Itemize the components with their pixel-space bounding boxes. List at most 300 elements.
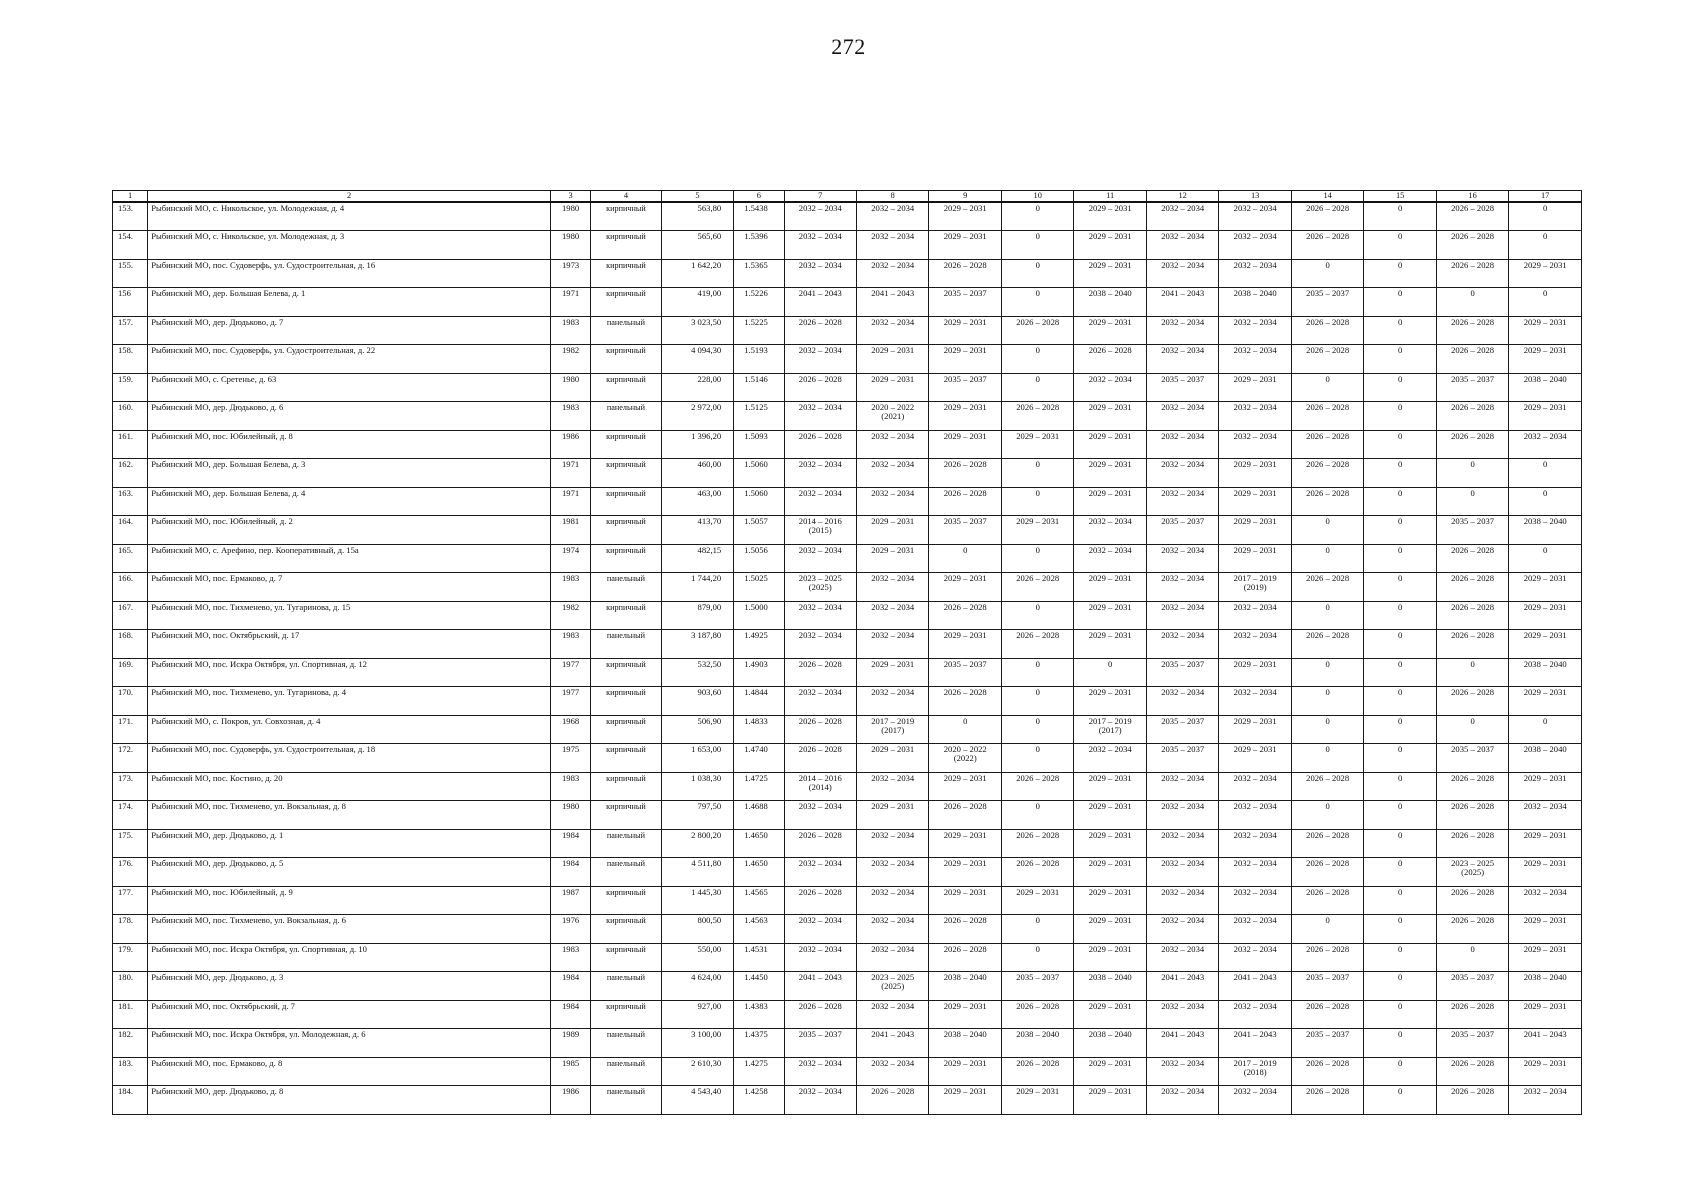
table-cell-col-5: 2 610,30 <box>661 1057 733 1086</box>
table-cell-col-2: Рыбинский МО, пос. Судоверфь, ул. Судостроительная, д. 22 <box>148 345 551 374</box>
table-cell-col-1: 176. <box>113 858 148 887</box>
table-cell-col-1: 155. <box>113 259 148 288</box>
table-cell-col-16: 0 <box>1436 715 1508 744</box>
table-cell-col-16: 2035 – 2037 <box>1436 744 1508 773</box>
table-cell-col-9: 2029 – 2031 <box>929 858 1001 887</box>
table-cell-col-12: 2032 – 2034 <box>1146 801 1218 830</box>
table-cell-col-16: 2026 – 2028 <box>1436 573 1508 602</box>
table-cell-col-8: 2032 – 2034 <box>857 630 929 659</box>
table-cell-col-17: 2038 – 2040 <box>1509 516 1582 545</box>
column-header-1: 1 <box>113 191 148 203</box>
table-cell-col-16: 2026 – 2028 <box>1436 402 1508 431</box>
table-cell-col-13: 2041 – 2043 <box>1219 1029 1291 1058</box>
table-cell-col-2: Рыбинский МО, пос. Тихменево, ул. Вокзальная, д. 6 <box>148 915 551 944</box>
table-cell-col-1: 162. <box>113 459 148 488</box>
table-row <box>113 601 1582 630</box>
table-cell-col-11: 2029 – 2031 <box>1074 202 1146 231</box>
table-row <box>113 316 1582 345</box>
table-cell-col-2: Рыбинский МО, пос. Искра Октября, ул. Спортивная, д. 10 <box>148 943 551 972</box>
table-cell-col-1: 154. <box>113 231 148 260</box>
table-cell-col-13: 2032 – 2034 <box>1219 858 1291 887</box>
table-cell-col-5: 1 396,20 <box>661 430 733 459</box>
table-cell-col-8: 2029 – 2031 <box>857 801 929 830</box>
table-cell-col-1: 183. <box>113 1057 148 1086</box>
table-cell-col-9: 2029 – 2031 <box>929 345 1001 374</box>
table-cell-col-14: 2026 – 2028 <box>1291 487 1363 516</box>
table-cell-col-15: 0 <box>1364 402 1436 431</box>
table-cell-col-9: 2026 – 2028 <box>929 259 1001 288</box>
table-cell-col-17: 2029 – 2031 <box>1509 573 1582 602</box>
table-cell-col-2: Рыбинский МО, пос. Юбилейный, д. 8 <box>148 430 551 459</box>
table-cell-col-9: 2035 – 2037 <box>929 373 1001 402</box>
table-cell-col-11: 2029 – 2031 <box>1074 943 1146 972</box>
table-cell-col-9: 2029 – 2031 <box>929 886 1001 915</box>
table-cell-col-5: 563,80 <box>661 202 733 231</box>
table-row <box>113 373 1582 402</box>
table-cell-col-7: 2026 – 2028 <box>784 658 856 687</box>
table-cell-col-16: 0 <box>1436 943 1508 972</box>
table-cell-col-15: 0 <box>1364 430 1436 459</box>
table-cell-col-17: 2029 – 2031 <box>1509 345 1582 374</box>
table-cell-col-9: 2035 – 2037 <box>929 658 1001 687</box>
table-cell-col-4: кирпичный <box>591 772 661 801</box>
table-row <box>113 943 1582 972</box>
table-cell-col-6: 1.4383 <box>734 1000 784 1029</box>
table-cell-col-16: 0 <box>1436 459 1508 488</box>
table-cell-col-17: 0 <box>1509 544 1582 573</box>
table-cell-col-2: Рыбинский МО, дер. Дюдьково, д. 8 <box>148 1086 551 1115</box>
table-cell-col-1: 175. <box>113 829 148 858</box>
table-cell-col-10: 0 <box>1001 373 1073 402</box>
table-cell-col-14: 2026 – 2028 <box>1291 858 1363 887</box>
table-cell-col-5: 228,00 <box>661 373 733 402</box>
table-cell-col-2: Рыбинский МО, пос. Тихменево, ул. Тугаринова, д. 15 <box>148 601 551 630</box>
table-cell-col-10: 0 <box>1001 715 1073 744</box>
table-cell-col-9: 2038 – 2040 <box>929 972 1001 1001</box>
column-header-6: 6 <box>734 191 784 203</box>
table-cell-col-9: 2026 – 2028 <box>929 687 1001 716</box>
table-cell-col-3: 1982 <box>550 345 590 374</box>
table-cell-col-15: 0 <box>1364 345 1436 374</box>
table-cell-col-15: 0 <box>1364 573 1436 602</box>
table-cell-col-14: 0 <box>1291 516 1363 545</box>
table-cell-col-10: 0 <box>1001 231 1073 260</box>
table-cell-col-10: 2029 – 2031 <box>1001 1086 1073 1115</box>
column-header-5: 5 <box>661 191 733 203</box>
table-cell-col-4: кирпичный <box>591 687 661 716</box>
table-cell-col-2: Рыбинский МО, пос. Судоверфь, ул. Судостроительная, д. 16 <box>148 259 551 288</box>
table-cell-col-15: 0 <box>1364 544 1436 573</box>
column-header-10: 10 <box>1001 191 1073 203</box>
table-cell-col-13: 2032 – 2034 <box>1219 259 1291 288</box>
table-row <box>113 288 1582 317</box>
table-cell-col-12: 2032 – 2034 <box>1146 886 1218 915</box>
table-cell-col-4: кирпичный <box>591 231 661 260</box>
table-cell-col-3: 1976 <box>550 915 590 944</box>
table-cell-col-17: 2029 – 2031 <box>1509 259 1582 288</box>
table-cell-col-13: 2032 – 2034 <box>1219 886 1291 915</box>
table-cell-col-8: 2026 – 2028 <box>857 1086 929 1115</box>
table-cell-col-8: 2032 – 2034 <box>857 430 929 459</box>
column-header-17: 17 <box>1509 191 1582 203</box>
table-row <box>113 231 1582 260</box>
table-cell-col-17: 2029 – 2031 <box>1509 943 1582 972</box>
table-row <box>113 715 1582 744</box>
table-cell-col-11: 2029 – 2031 <box>1074 772 1146 801</box>
table-cell-col-2: Рыбинский МО, пос. Судоверфь, ул. Судостроительная, д. 18 <box>148 744 551 773</box>
table-row <box>113 915 1582 944</box>
table-cell-col-4: панельный <box>591 630 661 659</box>
table-cell-col-6: 1.4565 <box>734 886 784 915</box>
table-cell-col-6: 1.4375 <box>734 1029 784 1058</box>
table-cell-col-9: 2038 – 2040 <box>929 1029 1001 1058</box>
table-cell-col-14: 0 <box>1291 715 1363 744</box>
table-cell-col-17: 2029 – 2031 <box>1509 829 1582 858</box>
table-cell-col-10: 2029 – 2031 <box>1001 516 1073 545</box>
page-number: 272 <box>831 34 866 59</box>
table-cell-col-2: Рыбинский МО, дер. Большая Белева, д. 3 <box>148 459 551 488</box>
table-cell-col-8: 2029 – 2031 <box>857 544 929 573</box>
table-cell-col-6: 1.4563 <box>734 915 784 944</box>
table-cell-col-8: 2032 – 2034 <box>857 231 929 260</box>
table-cell-col-6: 1.5226 <box>734 288 784 317</box>
table-row <box>113 829 1582 858</box>
table-cell-col-3: 1989 <box>550 1029 590 1058</box>
table-cell-col-5: 532,50 <box>661 658 733 687</box>
table-cell-col-2: Рыбинский МО, пос. Искра Октября, ул. Спортивная, д. 12 <box>148 658 551 687</box>
table-cell-col-4: панельный <box>591 402 661 431</box>
table-cell-col-9: 2035 – 2037 <box>929 516 1001 545</box>
table-cell-col-17: 0 <box>1509 288 1582 317</box>
table-cell-col-3: 1983 <box>550 402 590 431</box>
table-cell-col-5: 1 744,20 <box>661 573 733 602</box>
table-cell-col-7: 2032 – 2034 <box>784 630 856 659</box>
table-cell-col-10: 2035 – 2037 <box>1001 972 1073 1001</box>
table-row <box>113 801 1582 830</box>
table-cell-col-4: кирпичный <box>591 516 661 545</box>
table-cell-col-11: 2038 – 2040 <box>1074 1029 1146 1058</box>
table-cell-col-1: 172. <box>113 744 148 773</box>
table-cell-col-12: 2032 – 2034 <box>1146 858 1218 887</box>
table-cell-col-7: 2032 – 2034 <box>784 487 856 516</box>
table-cell-col-10: 2029 – 2031 <box>1001 430 1073 459</box>
table-cell-col-4: кирпичный <box>591 202 661 231</box>
table-cell-col-10: 2026 – 2028 <box>1001 573 1073 602</box>
table-cell-col-10: 0 <box>1001 288 1073 317</box>
table-cell-col-10: 2026 – 2028 <box>1001 772 1073 801</box>
column-header-2: 2 <box>148 191 551 203</box>
table-cell-col-16: 2026 – 2028 <box>1436 601 1508 630</box>
table-cell-col-17: 2038 – 2040 <box>1509 658 1582 687</box>
table-cell-col-13: 2029 – 2031 <box>1219 516 1291 545</box>
table-cell-col-16: 2035 – 2037 <box>1436 972 1508 1001</box>
table-cell-col-7: 2026 – 2028 <box>784 430 856 459</box>
table-cell-col-8: 2029 – 2031 <box>857 345 929 374</box>
table-row <box>113 516 1582 545</box>
table-cell-col-13: 2029 – 2031 <box>1219 658 1291 687</box>
table-cell-col-7: 2032 – 2034 <box>784 202 856 231</box>
table-cell-col-3: 1980 <box>550 202 590 231</box>
table-cell-col-3: 1980 <box>550 801 590 830</box>
table-cell-col-13: 2032 – 2034 <box>1219 943 1291 972</box>
table-cell-col-5: 879,00 <box>661 601 733 630</box>
table-cell-col-6: 1.4740 <box>734 744 784 773</box>
table-cell-col-11: 2029 – 2031 <box>1074 801 1146 830</box>
table-cell-col-17: 0 <box>1509 459 1582 488</box>
table-cell-col-3: 1974 <box>550 544 590 573</box>
table-cell-col-4: панельный <box>591 1029 661 1058</box>
table-cell-col-7: 2032 – 2034 <box>784 943 856 972</box>
table-cell-col-10: 2026 – 2028 <box>1001 1057 1073 1086</box>
table-cell-col-14: 2035 – 2037 <box>1291 972 1363 1001</box>
table-cell-col-8: 2032 – 2034 <box>857 202 929 231</box>
table-cell-col-15: 0 <box>1364 601 1436 630</box>
table-cell-col-9: 0 <box>929 715 1001 744</box>
table-cell-col-8: 2029 – 2031 <box>857 744 929 773</box>
table-cell-col-4: кирпичный <box>591 601 661 630</box>
table-cell-col-13: 2032 – 2034 <box>1219 829 1291 858</box>
table-cell-col-12: 2032 – 2034 <box>1146 202 1218 231</box>
table-cell-col-2: Рыбинский МО, пос. Искра Октября, ул. Молодежная, д. 6 <box>148 1029 551 1058</box>
table-cell-col-17: 2029 – 2031 <box>1509 402 1582 431</box>
table-cell-col-15: 0 <box>1364 516 1436 545</box>
table-cell-col-5: 4 543,40 <box>661 1086 733 1115</box>
table-cell-col-7: 2032 – 2034 <box>784 259 856 288</box>
table-cell-col-12: 2041 – 2043 <box>1146 1029 1218 1058</box>
table-cell-col-16: 2026 – 2028 <box>1436 1057 1508 1086</box>
table-cell-col-3: 1982 <box>550 601 590 630</box>
table-cell-col-16: 2026 – 2028 <box>1436 801 1508 830</box>
table-cell-col-7: 2026 – 2028 <box>784 886 856 915</box>
table-row <box>113 259 1582 288</box>
table-cell-col-13: 2029 – 2031 <box>1219 487 1291 516</box>
table-cell-col-1: 174. <box>113 801 148 830</box>
table-row <box>113 772 1582 801</box>
table-cell-col-13: 2032 – 2034 <box>1219 231 1291 260</box>
table-cell-col-1: 165. <box>113 544 148 573</box>
table-cell-col-17: 2029 – 2031 <box>1509 601 1582 630</box>
table-cell-col-4: кирпичный <box>591 544 661 573</box>
table-cell-col-1: 167. <box>113 601 148 630</box>
table-cell-col-12: 2032 – 2034 <box>1146 1000 1218 1029</box>
table-cell-col-10: 0 <box>1001 943 1073 972</box>
table-cell-col-8: 2029 – 2031 <box>857 373 929 402</box>
table-cell-col-5: 927,00 <box>661 1000 733 1029</box>
table-row <box>113 1000 1582 1029</box>
table-cell-col-8: 2017 – 2019 (2017) <box>857 715 929 744</box>
table-cell-col-10: 0 <box>1001 658 1073 687</box>
table-cell-col-6: 1.4725 <box>734 772 784 801</box>
table-cell-col-16: 2026 – 2028 <box>1436 886 1508 915</box>
table-row <box>113 459 1582 488</box>
table-cell-col-9: 2020 – 2022 (2022) <box>929 744 1001 773</box>
table-cell-col-14: 2035 – 2037 <box>1291 288 1363 317</box>
column-header-7: 7 <box>784 191 856 203</box>
table-cell-col-13: 2032 – 2034 <box>1219 345 1291 374</box>
table-cell-col-9: 2029 – 2031 <box>929 430 1001 459</box>
table-cell-col-6: 1.4531 <box>734 943 784 972</box>
table-cell-col-6: 1.4258 <box>734 1086 784 1115</box>
table-cell-col-11: 2029 – 2031 <box>1074 487 1146 516</box>
table-cell-col-3: 1983 <box>550 943 590 972</box>
table-cell-col-6: 1.5057 <box>734 516 784 545</box>
table-cell-col-3: 1986 <box>550 1086 590 1115</box>
table-cell-col-7: 2032 – 2034 <box>784 687 856 716</box>
table-cell-col-17: 2038 – 2040 <box>1509 373 1582 402</box>
table-cell-col-2: Рыбинский МО, с. Никольское, ул. Молодежная, д. 4 <box>148 202 551 231</box>
table-row <box>113 972 1582 1001</box>
table-cell-col-6: 1.4903 <box>734 658 784 687</box>
table-cell-col-16: 2026 – 2028 <box>1436 345 1508 374</box>
table-cell-col-14: 2026 – 2028 <box>1291 1086 1363 1115</box>
table-cell-col-11: 2032 – 2034 <box>1074 744 1146 773</box>
table-cell-col-8: 2032 – 2034 <box>857 943 929 972</box>
column-header-11: 11 <box>1074 191 1146 203</box>
table-cell-col-6: 1.4833 <box>734 715 784 744</box>
table-cell-col-3: 1984 <box>550 829 590 858</box>
table-cell-col-1: 173. <box>113 772 148 801</box>
table-cell-col-11: 2026 – 2028 <box>1074 345 1146 374</box>
table-cell-col-8: 2041 – 2043 <box>857 288 929 317</box>
table-cell-col-6: 1.5060 <box>734 459 784 488</box>
table-cell-col-4: кирпичный <box>591 886 661 915</box>
table-cell-col-5: 4 094,30 <box>661 345 733 374</box>
table-cell-col-5: 1 445,30 <box>661 886 733 915</box>
table-cell-col-11: 2029 – 2031 <box>1074 601 1146 630</box>
table-cell-col-8: 2032 – 2034 <box>857 259 929 288</box>
table-cell-col-15: 0 <box>1364 1000 1436 1029</box>
table-cell-col-5: 413,70 <box>661 516 733 545</box>
table-cell-col-11: 2038 – 2040 <box>1074 972 1146 1001</box>
table-cell-col-5: 482,15 <box>661 544 733 573</box>
table-cell-col-9: 2026 – 2028 <box>929 943 1001 972</box>
table-cell-col-2: Рыбинский МО, с. Сретенье, д. 63 <box>148 373 551 402</box>
table-cell-col-12: 2041 – 2043 <box>1146 288 1218 317</box>
table-cell-col-9: 2029 – 2031 <box>929 231 1001 260</box>
table-row <box>113 345 1582 374</box>
table-cell-col-2: Рыбинский МО, пос. Костино, д. 20 <box>148 772 551 801</box>
table-cell-col-15: 0 <box>1364 658 1436 687</box>
table-cell-col-10: 2026 – 2028 <box>1001 630 1073 659</box>
table-cell-col-17: 0 <box>1509 715 1582 744</box>
table-cell-col-6: 1.5060 <box>734 487 784 516</box>
table-cell-col-10: 0 <box>1001 544 1073 573</box>
table-cell-col-15: 0 <box>1364 744 1436 773</box>
table-cell-col-1: 177. <box>113 886 148 915</box>
table-cell-col-1: 157. <box>113 316 148 345</box>
table-cell-col-3: 1983 <box>550 316 590 345</box>
table-cell-col-15: 0 <box>1364 316 1436 345</box>
table-cell-col-5: 797,50 <box>661 801 733 830</box>
table-cell-col-1: 179. <box>113 943 148 972</box>
table-cell-col-13: 2032 – 2034 <box>1219 316 1291 345</box>
table-cell-col-7: 2026 – 2028 <box>784 829 856 858</box>
table-cell-col-14: 2026 – 2028 <box>1291 231 1363 260</box>
table-cell-col-17: 2032 – 2034 <box>1509 801 1582 830</box>
table-cell-col-9: 2029 – 2031 <box>929 1000 1001 1029</box>
table-cell-col-17: 0 <box>1509 487 1582 516</box>
table-cell-col-13: 2017 – 2019 (2019) <box>1219 573 1291 602</box>
table-cell-col-9: 2029 – 2031 <box>929 772 1001 801</box>
table-row <box>113 744 1582 773</box>
table-cell-col-11: 2029 – 2031 <box>1074 316 1146 345</box>
table-cell-col-11: 2029 – 2031 <box>1074 1057 1146 1086</box>
table-row <box>113 886 1582 915</box>
table-cell-col-4: панельный <box>591 1086 661 1115</box>
table-cell-col-13: 2032 – 2034 <box>1219 430 1291 459</box>
table-cell-col-11: 2017 – 2019 (2017) <box>1074 715 1146 744</box>
table-cell-col-5: 460,00 <box>661 459 733 488</box>
table-cell-col-11: 2032 – 2034 <box>1074 516 1146 545</box>
table-cell-col-7: 2041 – 2043 <box>784 288 856 317</box>
table-cell-col-2: Рыбинский МО, пос. Юбилейный, д. 2 <box>148 516 551 545</box>
table-cell-col-4: кирпичный <box>591 345 661 374</box>
table-cell-col-12: 2032 – 2034 <box>1146 259 1218 288</box>
table-cell-col-15: 0 <box>1364 886 1436 915</box>
table-cell-col-7: 2032 – 2034 <box>784 801 856 830</box>
table-cell-col-13: 2029 – 2031 <box>1219 544 1291 573</box>
table-cell-col-8: 2032 – 2034 <box>857 829 929 858</box>
table-cell-col-6: 1.4450 <box>734 972 784 1001</box>
table-cell-col-12: 2032 – 2034 <box>1146 345 1218 374</box>
table-cell-col-1: 164. <box>113 516 148 545</box>
table-cell-col-4: кирпичный <box>591 430 661 459</box>
table-cell-col-15: 0 <box>1364 231 1436 260</box>
table-cell-col-12: 2032 – 2034 <box>1146 573 1218 602</box>
table-cell-col-7: 2035 – 2037 <box>784 1029 856 1058</box>
table-cell-col-1: 170. <box>113 687 148 716</box>
table-cell-col-7: 2032 – 2034 <box>784 1057 856 1086</box>
table-cell-col-5: 3 023,50 <box>661 316 733 345</box>
table-cell-col-12: 2035 – 2037 <box>1146 715 1218 744</box>
table-cell-col-14: 0 <box>1291 687 1363 716</box>
table-cell-col-11: 0 <box>1074 658 1146 687</box>
table-cell-col-1: 180. <box>113 972 148 1001</box>
table-cell-col-6: 1.4844 <box>734 687 784 716</box>
table-cell-col-9: 2029 – 2031 <box>929 316 1001 345</box>
table-cell-col-13: 2032 – 2034 <box>1219 1000 1291 1029</box>
table-cell-col-13: 2032 – 2034 <box>1219 630 1291 659</box>
table-body <box>113 202 1582 1114</box>
table-cell-col-12: 2032 – 2034 <box>1146 915 1218 944</box>
table-cell-col-1: 178. <box>113 915 148 944</box>
table-cell-col-4: панельный <box>591 316 661 345</box>
table-cell-col-5: 3 187,80 <box>661 630 733 659</box>
table-cell-col-17: 2032 – 2034 <box>1509 430 1582 459</box>
table-cell-col-16: 0 <box>1436 487 1508 516</box>
table-cell-col-15: 0 <box>1364 1086 1436 1115</box>
table-cell-col-4: кирпичный <box>591 915 661 944</box>
table-cell-col-1: 160. <box>113 402 148 431</box>
table-cell-col-4: кирпичный <box>591 459 661 488</box>
table-cell-col-17: 2029 – 2031 <box>1509 316 1582 345</box>
table-cell-col-14: 2026 – 2028 <box>1291 829 1363 858</box>
table-cell-col-7: 2026 – 2028 <box>784 373 856 402</box>
table-cell-col-9: 2026 – 2028 <box>929 459 1001 488</box>
table-cell-col-3: 1971 <box>550 487 590 516</box>
table-cell-col-2: Рыбинский МО, дер. Дюдьково, д. 3 <box>148 972 551 1001</box>
table-cell-col-8: 2032 – 2034 <box>857 316 929 345</box>
table-cell-col-10: 2029 – 2031 <box>1001 886 1073 915</box>
table-cell-col-4: кирпичный <box>591 744 661 773</box>
table-cell-col-9: 2029 – 2031 <box>929 1086 1001 1115</box>
table-cell-col-7: 2026 – 2028 <box>784 316 856 345</box>
table-cell-col-2: Рыбинский МО, пос. Ермаково, д. 8 <box>148 1057 551 1086</box>
table-cell-col-16: 2026 – 2028 <box>1436 259 1508 288</box>
table-cell-col-12: 2032 – 2034 <box>1146 601 1218 630</box>
table-cell-col-12: 2035 – 2037 <box>1146 658 1218 687</box>
table-cell-col-6: 1.5125 <box>734 402 784 431</box>
